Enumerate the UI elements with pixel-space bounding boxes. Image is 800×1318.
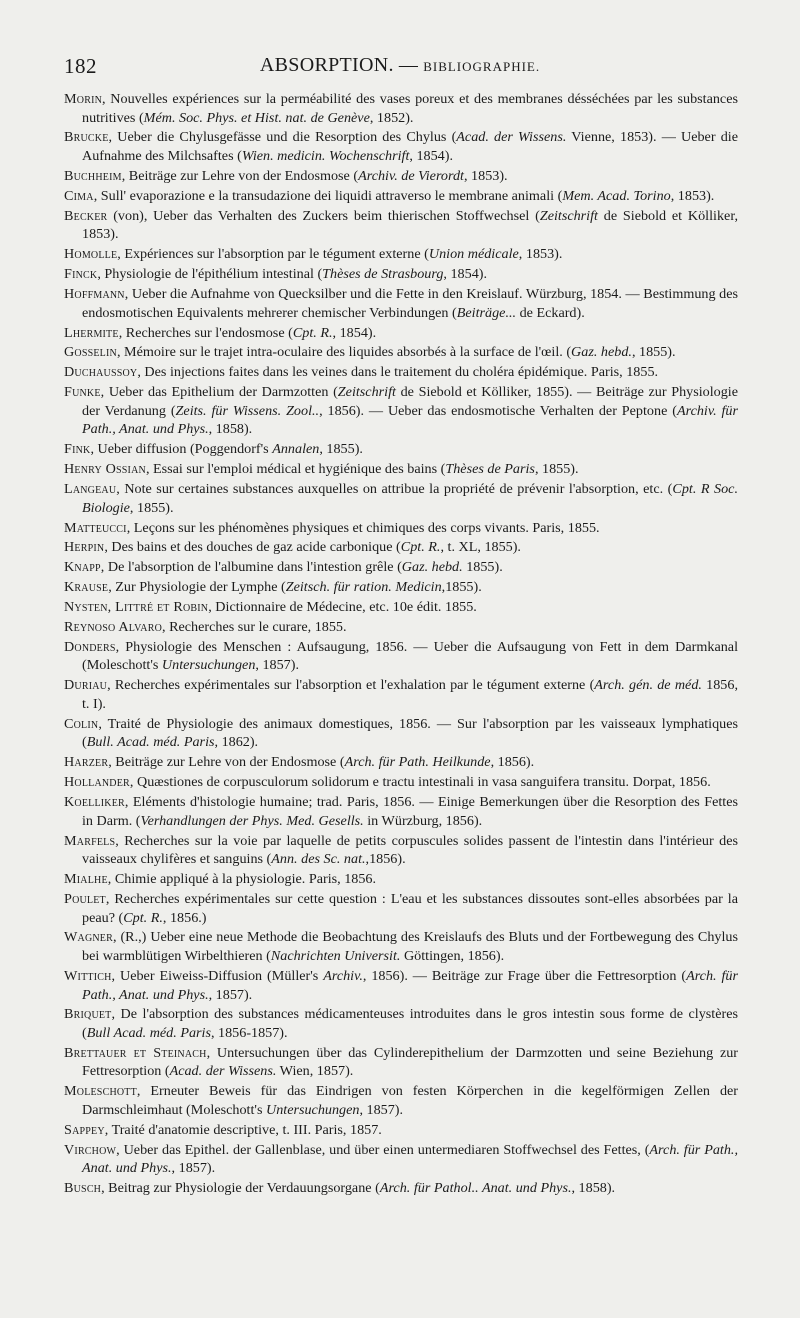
entry-text: , Recherches sur le curare, 1855.: [162, 618, 347, 635]
entry-publication: Beiträge...: [456, 304, 517, 321]
bibliography-entry: [64, 245, 738, 264]
entry-text: , Mémoire sur le trajet intra-oculaire des liquides absorbés à la surface de l'œil. (: [116, 344, 572, 361]
running-title-sub: BIBLIOGRAPHIE.: [423, 59, 541, 74]
entry-text: , Physiologie des Menschen : Aufsaugung, 1856. — Ueber die Aufsaugung von Fett in dem Darmkanal (Moleschott's: [82, 638, 738, 674]
entry-publication: Cpt. R Soc. Biologie: [82, 481, 738, 516]
entry-text: , (R.,) Ueber eine neue Methode die Beobachtung des Kreislaufs des Bluts und der Fortbewegung des Chylus bei warmblütigen Wirbelthieren (: [82, 929, 738, 965]
bibliography-entry: [64, 1044, 738, 1081]
entry-text: de Siebold et Kölliker, 1855). — Beiträge zur Physiologie der Verdanung (: [82, 384, 738, 419]
entry-publication: Mem. Acad. Torino: [562, 187, 671, 204]
entry-text: , 1854).: [409, 148, 453, 165]
bibliography-entry: [64, 460, 738, 479]
entry-text: de Eckard).: [516, 304, 585, 321]
entry-publication: Verhandlungen der Phys. Med. Gesells.: [140, 812, 364, 829]
entry-publication: Arch. gén. de méd.: [594, 677, 702, 694]
entry-publication: Zeits. für Wissens. Zool..: [175, 402, 320, 419]
entry-text: , Beitrag zur Physiologie der Verdauungsorgane (: [101, 1180, 380, 1197]
entry-text: , De l'absorption des substances médicamenteuses introduites dans le gros intestin sous forme de clystères (: [82, 1006, 738, 1041]
entry-publication: Arch. für Path. Heilkunde: [344, 754, 491, 771]
entry-author: Morin: [64, 91, 103, 107]
bibliography-entry: [64, 324, 738, 343]
entry-author: Poulet: [64, 890, 106, 907]
entry-author: Koelliker: [64, 794, 125, 811]
entry-publication: Zeitschrift: [337, 384, 396, 401]
entry-author: Herpin: [64, 539, 105, 556]
entry-text: , Ueber das Epithel. der Gallenblase, und über einen untermediaren Stoffwechsel des Fettes, (: [116, 1141, 650, 1158]
bibliography-entry: [64, 538, 738, 557]
entry-text: , Ueber die Chylusgefässe und die Resorption des Chylus (: [108, 129, 457, 146]
entry-publication: Archiv.: [323, 967, 363, 984]
entry-text: , De l'absorption de l'albumine dans l'intestion grêle (: [100, 559, 402, 576]
entry-author: Duchaussoy: [64, 364, 138, 381]
entry-author: Fink: [64, 441, 91, 458]
bibliography-entry: [64, 440, 738, 459]
entry-text: ,1855).: [441, 579, 482, 596]
entry-text: , Leçons sur les phénomènes physiques et chimiques des corps vivants. Paris, 1855.: [126, 519, 600, 536]
entry-text: , 1856). — Beiträge zur Frage über die Fettresorption (: [362, 967, 687, 984]
entry-author: Langeau: [64, 481, 117, 498]
entry-text: , Essai sur l'emploi médical et hygiénique des bains (: [145, 461, 446, 478]
entry-text: de Siebold et Kölliker, 1853).: [82, 207, 738, 243]
bibliography-entry: [64, 343, 738, 362]
entry-author: Funke: [64, 384, 101, 401]
entry-author: Duriau: [64, 677, 108, 694]
entry-text: , Zur Physiologie der Lymphe (: [108, 579, 286, 596]
bibliography-entry: [64, 1005, 738, 1042]
bibliography-entry: [64, 967, 738, 1004]
entry-text: , Note sur certaines substances auxquelles on attribue la propriété de prévenir l'absorption, etc. (: [116, 481, 673, 498]
entry-text: , 1853).: [518, 246, 563, 263]
entry-text: ,1856).: [365, 851, 406, 868]
bibliography-entry: [64, 1082, 738, 1119]
entry-publication: Thèses de Strasbourg: [322, 266, 444, 283]
running-title-main: ABSORPTION.: [259, 54, 394, 76]
entry-publication: Cpt. R.: [400, 539, 441, 556]
entry-text: , Nouvelles expériences sur la perméabilité des vases poreux et des membranes désséchées par les substances nutritives (: [82, 91, 738, 126]
entry-author: Busch: [64, 1180, 102, 1197]
entry-author: Gosselin: [64, 344, 117, 361]
bibliography-entry: [64, 285, 738, 322]
entry-author: Marfels: [64, 832, 116, 849]
entry-publication: Archiv. für Path., Anat. und Phys.: [82, 402, 738, 438]
entry-text: , 1857).: [171, 1160, 216, 1177]
entry-text: , Dictionnaire de Médecine, etc. 10e édit. 1855.: [208, 599, 477, 616]
entry-author: Donders: [64, 638, 116, 655]
entry-publication: Bull Acad. méd. Paris: [86, 1025, 211, 1041]
bibliography-entry: [64, 128, 738, 165]
entry-text: , Recherches sur la voie par laquelle de petits corpuscules solides passent de l'intestin dans l'intérieur des vaisseaux chylifères et sanguins (: [82, 832, 738, 868]
bibliography-entry: [64, 578, 738, 597]
entry-author: Henry Ossian: [64, 461, 146, 478]
entry-publication: Union médicale: [428, 246, 519, 263]
entry-publication: Cpt. R.: [123, 909, 163, 926]
entry-text: , Sull' evaporazione e la transudazione dei liquidi attraverso le membrane animali (: [93, 187, 563, 204]
entry-text: , 1862).: [214, 734, 259, 751]
entry-author: Nysten, Littré et Robin: [64, 599, 209, 616]
entry-author: Hoffmann: [64, 286, 125, 303]
entry-text: , Quæstiones de corpusculorum solidorum e tractu intestinali in vasa sanguifera transitu. Dorpat, 1856.: [129, 774, 711, 791]
entry-text: (von), Ueber das Verhalten des Zuckers beim thierischen Stoffwechsel (: [107, 207, 540, 224]
entry-text: , 1856.): [162, 909, 207, 926]
entry-author: Reynoso Alvaro: [64, 618, 162, 635]
bibliography-entry: [64, 618, 738, 637]
entry-publication: Untersuchungen: [265, 1101, 360, 1118]
entry-publication: Ann. des Sc. nat.: [271, 851, 366, 868]
entry-text: , 1854).: [332, 324, 377, 341]
entry-author: Lhermite: [64, 324, 119, 341]
entry-author: Wittich: [64, 967, 112, 984]
entry-text: , Ueber die Aufnahme von Quecksilber und die Fette in den Kreislauf. Würzburg, 1854. — Bestimmung des endosmotischen Equivalents mehrerer chemischer Verbindungen (: [82, 286, 738, 321]
entry-text: , Ueber Eiweiss-Diffusion (Müller's: [111, 967, 324, 984]
bibliography-entry: [64, 890, 738, 927]
entry-author: Briquet: [64, 1006, 112, 1023]
entry-author: Sappey: [64, 1121, 105, 1138]
entry-text: , Erneuter Beweis für das Eindrigen von festen Körperchen in die kegelförmigen Zellen der Darmschleimhaut (Moleschott's: [82, 1083, 738, 1118]
entry-author: Colin: [64, 715, 99, 732]
bibliography-entry: [64, 1121, 738, 1140]
entry-text: , Eléments d'histologie humaine; trad. Paris, 1856. — Einige Bemerkungen über die Resorption des Fettes in Darm. (: [82, 794, 738, 829]
entry-text: , t. XL, 1855).: [440, 539, 521, 556]
entry-text: , 1855).: [129, 499, 174, 516]
entry-publication: Zeitschrift: [539, 207, 598, 224]
entry-text: , 1853).: [670, 187, 715, 204]
entry-text: , 1857).: [255, 657, 299, 674]
entry-author: Brucke: [64, 129, 109, 146]
entry-text: , Beiträge zur Lehre von der Endosmose (: [108, 754, 345, 771]
entry-publication: Acad. der Wissens.: [456, 129, 567, 146]
entry-publication: Wien. medicin. Wochenschrift: [241, 148, 410, 165]
bibliography-entry: [64, 928, 738, 965]
entry-text: , 1857).: [359, 1101, 404, 1118]
entry-text: , 1854).: [443, 266, 488, 283]
entry-author: Finck: [64, 266, 98, 283]
entry-text: , 1856). — Ueber das endosmotische Verhalten der Peptone (: [319, 402, 677, 419]
entry-author: Mialhe: [64, 871, 108, 888]
entry-text: , 1855).: [319, 441, 363, 458]
bibliography-entry: [64, 363, 738, 382]
entry-text: in Würzburg, 1856).: [363, 812, 483, 829]
entry-text: , Ueber diffusion (Poggendorf's: [90, 441, 273, 458]
bibliography-entry: [64, 870, 738, 889]
entry-publication: Bull. Acad. méd. Paris: [86, 734, 215, 751]
entry-publication: Arch. für Pathol.. Anat. und Phys.: [379, 1180, 572, 1197]
entry-text: Wien, 1857).: [276, 1063, 354, 1080]
entry-text: , Recherches expérimentales sur cette question : L'eau et les substances dissoutes sont-elles absorbées par la peau? (: [82, 890, 738, 926]
entry-publication: Archiv. de Vierordt: [358, 167, 464, 184]
entry-text: , Untersuchungen über das Cylinderepithelium der Darmzotten und seine Beziehung zur Fettresorption (: [82, 1044, 738, 1080]
entry-author: Moleschott: [64, 1083, 137, 1100]
bibliography-entry: [64, 265, 738, 284]
entry-text: , 1858).: [208, 421, 253, 438]
entry-text: , 1856).: [490, 754, 535, 771]
bibliography-entry: [64, 480, 738, 517]
entry-text: , Recherches sur l'endosmose (: [118, 324, 293, 341]
entry-author: Homolle: [64, 246, 118, 263]
bibliography-entry: [64, 598, 738, 617]
bibliography-entry: [64, 1179, 738, 1198]
entry-text: , 1855).: [631, 344, 676, 361]
bibliography-entry: [64, 207, 738, 244]
bibliography-entry: [64, 753, 738, 772]
entry-text: , Des injections faites dans les veines dans le traitement du choléra épidémique. Paris, 1855.: [137, 364, 659, 381]
bibliography-entry: [64, 383, 738, 439]
entry-publication: Thèses de Paris: [445, 461, 535, 478]
entry-text: , Chimie appliqué à la physiologie. Paris, 1856.: [107, 871, 377, 888]
bibliography-entry: [64, 90, 738, 127]
bibliography-entry: [64, 676, 738, 713]
bibliography-entry: [64, 519, 738, 538]
entry-author: Hollander: [64, 774, 130, 791]
entry-author: Buchheim: [64, 167, 122, 184]
entry-text: , 1856-1857).: [210, 1025, 288, 1041]
bibliography-list: [64, 90, 738, 1199]
entry-text: , Expériences sur l'absorption par le tégument externe (: [117, 246, 429, 263]
entry-text: , 1855).: [534, 461, 579, 478]
entry-publication: Gaz. hebd.: [401, 559, 463, 576]
page-number: 182: [64, 54, 97, 78]
bibliography-entry: [64, 187, 738, 206]
entry-publication: Annalen: [272, 441, 320, 458]
entry-author: Virchow: [64, 1141, 117, 1158]
entry-text: , 1857).: [208, 986, 253, 1003]
bibliography-entry: [64, 832, 738, 869]
entry-text: , Recherches expérimentales sur l'absorption et l'exhalation par le tégument externe (: [107, 677, 595, 694]
entry-text: Vienne, 1853). — Ueber die Aufnahme des Milchsaftes (: [82, 129, 738, 165]
entry-author: Brettauer et Steinach: [64, 1044, 207, 1061]
entry-publication: Untersuchungen: [161, 657, 256, 674]
entry-publication: Arch. für Path., Anat. und Phys.: [82, 1141, 738, 1177]
entry-author: Krause: [64, 579, 109, 596]
entry-publication: Gaz. hebd.: [571, 344, 632, 361]
entry-text: Göttingen, 1856).: [400, 948, 505, 965]
page-header: [64, 54, 736, 84]
bibliography-entry: [64, 793, 738, 830]
entry-text: , 1858).: [571, 1180, 616, 1197]
entry-author: Harzer: [64, 754, 109, 771]
entry-text: , Des bains et des douches de gaz acide carbonique (: [104, 539, 401, 556]
bibliography-entry: [64, 167, 738, 186]
entry-publication: Arch. für Path., Anat. und Phys.: [82, 967, 738, 1003]
entry-publication: Mém. Soc. Phys. et Hist. nat. de Genève: [143, 109, 370, 126]
entry-author: Knapp: [64, 559, 101, 576]
entry-text: 1856, t. I).: [82, 677, 738, 712]
running-title-dash: —: [393, 55, 424, 76]
bibliography-entry: [64, 773, 738, 792]
entry-publication: Cpt. R.: [292, 324, 333, 341]
running-title: [64, 54, 736, 77]
entry-text: , Ueber das Epithelium der Darmzotten (: [100, 384, 338, 401]
entry-publication: Acad. der Wissens.: [169, 1063, 277, 1080]
entry-author: Wagner: [64, 929, 113, 946]
entry-publication: Nachrichten Universit.: [270, 948, 401, 965]
entry-text: , Traité de Physiologie des animaux domestiques, 1856. — Sur l'absorption par les vaisseaux lymphatiques (: [82, 715, 738, 751]
entry-author: Cima: [64, 187, 94, 204]
bibliography-entry: [64, 715, 738, 752]
bibliography-entry: [64, 638, 738, 675]
bibliography-entry: [64, 558, 738, 577]
entry-publication: Zeitsch. für ration. Medicin: [285, 579, 442, 596]
entry-text: , 1852).: [369, 109, 414, 126]
entry-text: 1855).: [462, 559, 503, 576]
entry-author: Becker: [64, 207, 108, 224]
entry-text: , Beiträge zur Lehre von der Endosmose (: [121, 167, 359, 184]
bibliography-entry: [64, 1141, 738, 1178]
entry-text: , Traité d'anatomie descriptive, t. III. Paris, 1857.: [104, 1121, 382, 1138]
entry-author: Matteucci: [64, 519, 127, 536]
entry-text: , 1853).: [463, 167, 508, 184]
entry-text: , Physiologie de l'épithélium intestinal (: [97, 266, 323, 283]
